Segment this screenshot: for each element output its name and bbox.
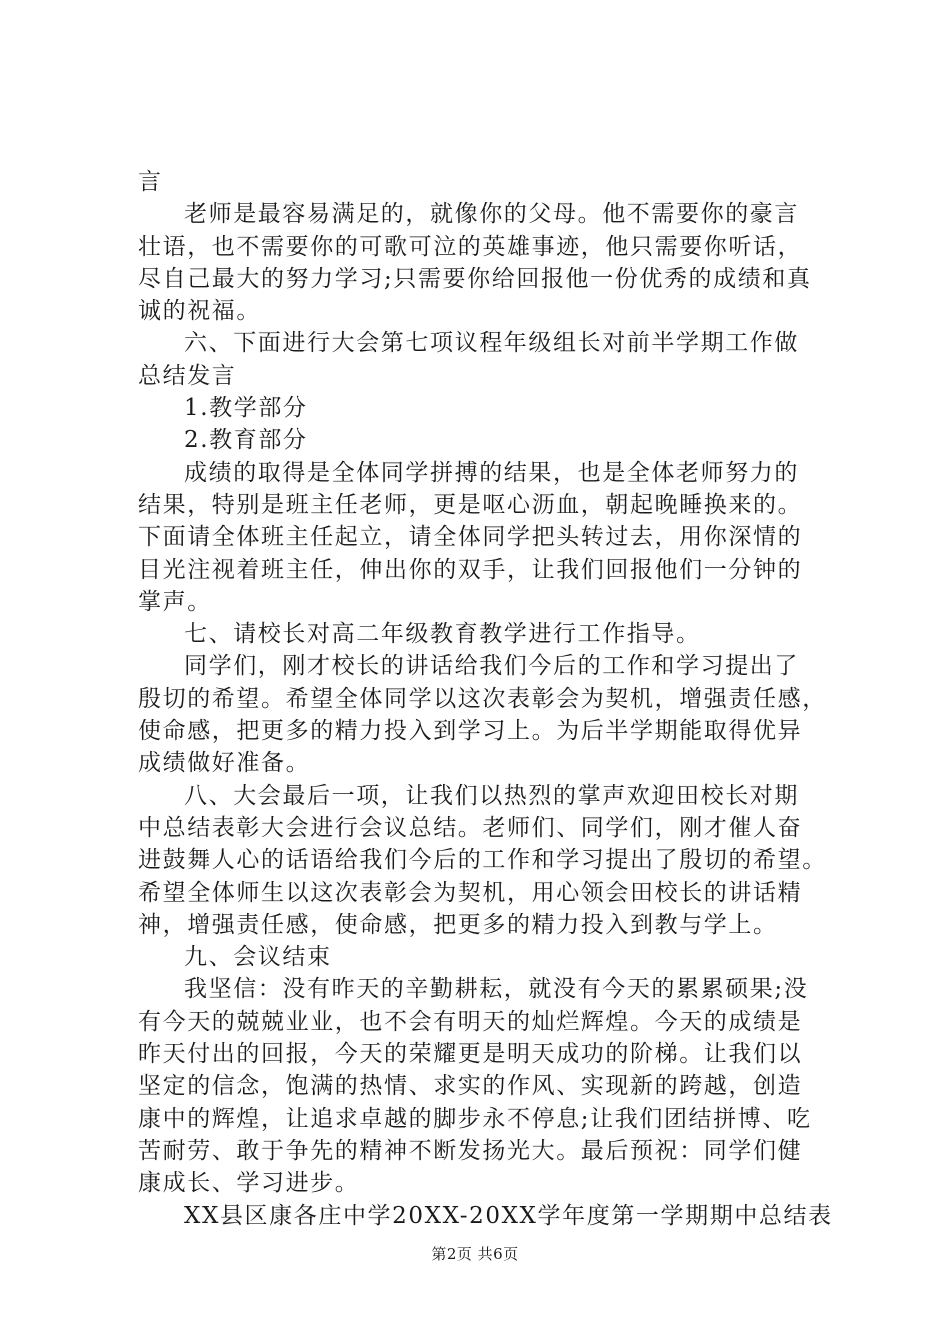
text-line: 神，增强责任感，使命感，把更多的精力投入到教与学上。 [138,911,778,938]
text-line: 成绩的取得是全体同学拼搏的结果，也是全体老师努力的 [184,459,799,486]
text-line: 九、会议结束 [184,944,332,971]
text-line: 成绩做好准备。 [138,750,311,777]
text-line: 同学们，刚才校长的讲话给我们今后的工作和学习提出了 [184,653,799,680]
text-line: 七、请校长对高二年级教育教学进行工作指导。 [184,621,701,648]
text-line: 掌声。 [138,588,212,615]
text-line: 进鼓舞人心的话语给我们今后的工作和学习提出了殷切的希望。 [138,847,827,874]
text-line: 言 [138,169,163,195]
text-line: 苦耐劳、敢于争先的精神不断发扬光大。最后预祝：同学们健 [138,1137,803,1164]
text-line: 八、大会最后一项，让我们以热烈的掌声欢迎田校长对期 [184,782,799,809]
text-line: 中总结表彰大会进行会议总结。老师们、同学们，刚才催人奋 [138,814,803,841]
text-line: 1.教学部分 [184,395,308,422]
page-footer: 第2页 共6页 [431,1245,519,1263]
text-line: 目光注视着班主任，伸出你的双手，让我们回报他们一分钟的 [138,556,803,583]
text-line: 康成长、学习进步。 [138,1170,360,1197]
text-line: 有今天的兢兢业业，也不会有明天的灿烂辉煌。今天的成绩是 [138,1008,803,1035]
text-line: 使命感，把更多的精力投入到学习上。为后半学期能取得优异 [138,718,803,745]
text-line: 下面请全体班主任起立，请全体同学把头转过去，用你深情的 [138,524,803,551]
text-line: 总结发言 [138,362,237,389]
text-line: 昨天付出的回报，今天的荣耀更是明天成功的阶梯。让我们以 [138,1041,803,1068]
text-line: 康中的辉煌，让追求卓越的脚步永不停息;让我们团结拼博、吃 [138,1105,812,1132]
text-line: 六、下面进行大会第七项议程年级组长对前半学期工作做 [184,330,799,357]
text-line: 殷切的希望。希望全体同学以这次表彰会为契机，增强责任感， [138,685,827,712]
text-line: XX县区康各庄中学20XX-20XX学年度第一学期期中总结表 [184,1202,833,1229]
document-body [138,166,838,1232]
text-line: 2.教育部分 [184,427,308,454]
text-line: 尽自己最大的努力学习;只需要你给回报他一份优秀的成绩和真 [138,265,812,292]
text-line: 我坚信：没有昨天的辛勤耕耘，就没有今天的累累硕果;没 [184,976,809,1003]
text-line: 希望全体师生以这次表彰会为契机，用心领会田校长的讲话精 [138,879,803,906]
text-line: 结果，特别是班主任老师，更是呕心沥血，朝起晚睡换来的。 [138,491,803,518]
text-line: 诚的祝福。 [138,298,261,325]
text-line: 坚定的信念，饱满的热情、求实的作风、实现新的跨越，创造 [138,1073,803,1100]
text-line: 老师是最容易满足的，就像你的父母。他不需要你的豪言 [184,201,799,228]
text-line: 壮语，也不需要你的可歌可泣的英雄事迹，他只需要你听话， [138,233,803,260]
